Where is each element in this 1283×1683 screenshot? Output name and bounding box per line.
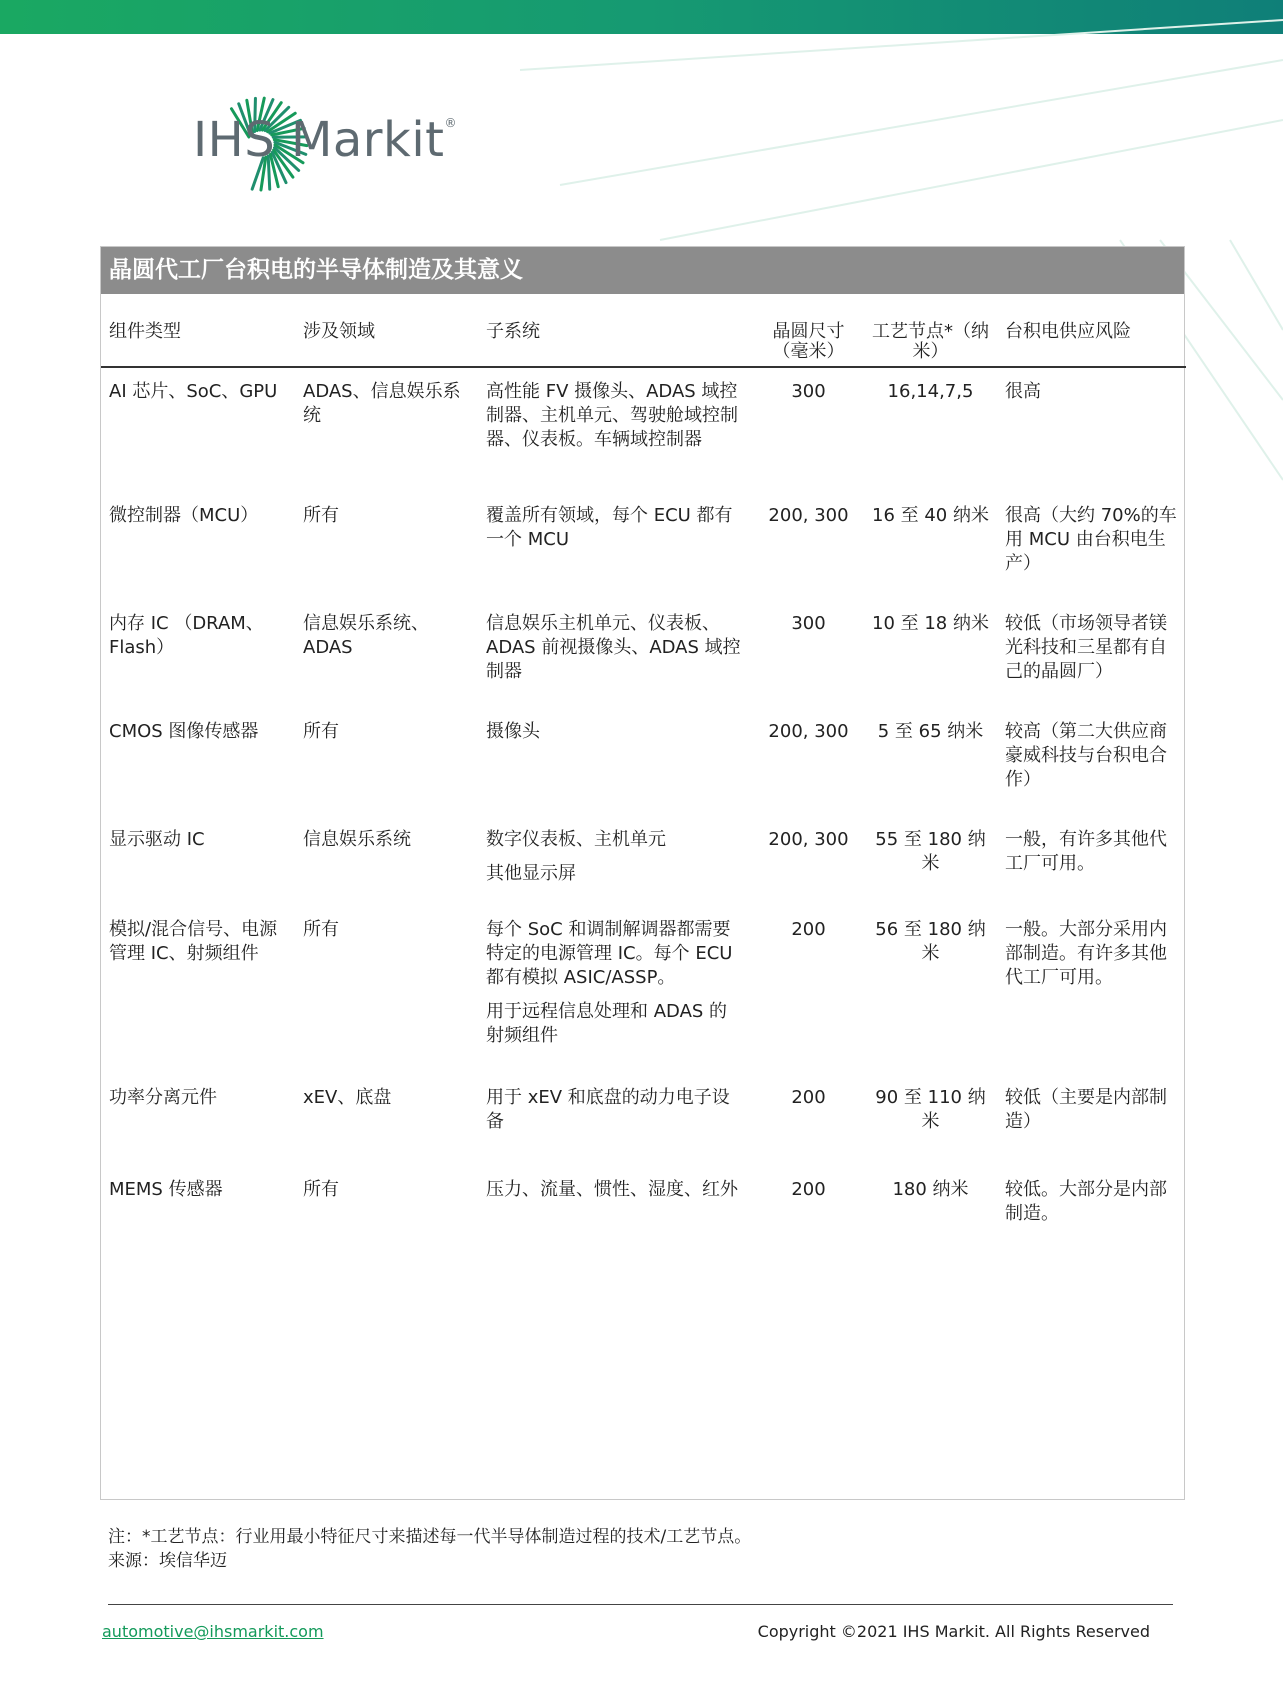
email-link[interactable]: automotive@ihsmarkit.com	[102, 1622, 324, 1641]
table-header-row	[101, 294, 1186, 367]
cell-subsystem	[478, 600, 753, 708]
cell-process-node: 10 至 18 纳米	[872, 613, 989, 634]
cell-process-node: 16 至 40 纳米	[872, 505, 989, 526]
cell-subsystem	[478, 816, 753, 906]
cell-process-node: 16,14,7,5	[887, 381, 974, 402]
cell-component-type: AI 芯片、SoC、GPU	[109, 381, 278, 402]
cell-supply-risk: 较低（主要是内部制造）	[1005, 1087, 1167, 1132]
cell-wafer-size: 200	[791, 919, 826, 940]
notes	[108, 1525, 751, 1573]
cell-wafer-size: 200, 300	[768, 829, 849, 850]
cell-process-node: 55 至 180 纳米	[875, 829, 986, 874]
source-note: 来源：埃信华迈	[108, 1551, 227, 1571]
table-title: 晶圆代工厂台积电的半导体制造及其意义	[101, 247, 1184, 294]
header-supply-risk: 台积电供应风险	[997, 294, 1186, 367]
brand-name: IHS Markit®	[193, 112, 457, 168]
subsystem-text: 其他显示屏	[486, 863, 576, 884]
cell-process-node: 180 纳米	[892, 1179, 969, 1200]
cell-supply-risk: 一般。大部分采用内部制造。有许多其他代工厂可用。	[1005, 919, 1167, 988]
subsystem-text: 每个 SoC 和调制解调器都需要特定的电源管理 IC。每个 ECU 都有模拟 ASIC/ASSP。	[486, 919, 733, 988]
cell-subsystem	[478, 492, 753, 600]
footer-divider	[108, 1604, 1173, 1605]
cell-area: 所有	[303, 721, 339, 742]
cell-subsystem	[478, 1074, 753, 1166]
copyright: Copyright ©2021 IHS Markit. All Rights Reserved	[757, 1622, 1150, 1641]
cell-supply-risk: 较高（第二大供应商豪威科技与台积电合作）	[1005, 721, 1167, 790]
subsystem-text: 高性能 FV 摄像头、ADAS 域控制器、主机单元、驾驶舱域控制器、仪表板。车辆域控制器	[486, 381, 738, 450]
cell-supply-risk: 很高	[1005, 381, 1041, 402]
table-row	[101, 816, 1186, 906]
subsystem-text: 覆盖所有领域，每个 ECU 都有一个 MCU	[486, 505, 733, 550]
header-subsystem: 子系统	[478, 294, 753, 367]
cell-component-type: 模拟/混合信号、电源管理 IC、射频组件	[109, 919, 278, 964]
cell-component-type: MEMS 传感器	[109, 1179, 223, 1200]
subsystem-text: 用于远程信息处理和 ADAS 的射频组件	[486, 1001, 728, 1046]
table-row	[101, 1166, 1186, 1274]
table-row	[101, 906, 1186, 1074]
cell-area: 所有	[303, 505, 339, 526]
cell-wafer-size: 300	[791, 381, 826, 402]
table-row	[101, 367, 1186, 492]
header-process-node: 工艺节点*（纳米）	[864, 294, 997, 367]
subsystem-text: 数字仪表板、主机单元	[486, 829, 666, 850]
table-row	[101, 1074, 1186, 1166]
cell-supply-risk: 一般，有许多其他代工厂可用。	[1005, 829, 1167, 874]
subsystem-text: 用于 xEV 和底盘的动力电子设备	[486, 1087, 730, 1132]
table-row	[101, 708, 1186, 816]
cell-area: ADAS、信息娱乐系统	[303, 381, 461, 426]
semiconductor-table	[101, 294, 1186, 1274]
cell-area: xEV、底盘	[303, 1087, 392, 1108]
table-card	[100, 246, 1185, 1500]
subsystem-text: 摄像头	[486, 721, 540, 742]
cell-process-node: 56 至 180 纳米	[875, 919, 986, 964]
cell-component-type: 显示驱动 IC	[109, 829, 205, 850]
cell-area: 所有	[303, 919, 339, 940]
cell-supply-risk: 较低（市场领导者镁光科技和三星都有自己的晶圆厂）	[1005, 613, 1167, 682]
cell-component-type: 微控制器（MCU）	[109, 505, 259, 526]
header-wafer-size: 晶圆尺寸（毫米）	[753, 294, 864, 367]
cell-wafer-size: 200	[791, 1087, 826, 1108]
cell-wafer-size: 200, 300	[768, 721, 849, 742]
cell-area: 所有	[303, 1179, 339, 1200]
cell-area: 信息娱乐系统	[303, 829, 411, 850]
cell-subsystem	[478, 367, 753, 492]
table-row	[101, 492, 1186, 600]
cell-area: 信息娱乐系统、ADAS	[303, 613, 429, 658]
subsystem-text: 压力、流量、惯性、湿度、红外	[486, 1179, 738, 1200]
cell-supply-risk: 很高（大约 70%的车用 MCU 由台积电生产）	[1005, 505, 1177, 574]
footnote: 注：*工艺节点：行业用最小特征尺寸来描述每一代半导体制造过程的技术/工艺节点。	[108, 1527, 752, 1547]
cell-component-type: 功率分离元件	[109, 1087, 217, 1108]
cell-process-node: 90 至 110 纳米	[875, 1087, 986, 1132]
cell-component-type: 内存 IC （DRAM、Flash）	[109, 613, 264, 658]
cell-wafer-size: 200	[791, 1179, 826, 1200]
subsystem-text: 信息娱乐主机单元、仪表板、ADAS 前视摄像头、ADAS 域控制器	[486, 613, 741, 682]
cell-supply-risk: 较低。大部分是内部制造。	[1005, 1179, 1167, 1224]
cell-wafer-size: 300	[791, 613, 826, 634]
cell-subsystem	[478, 906, 753, 1074]
header-area: 涉及领域	[295, 294, 478, 367]
cell-component-type: CMOS 图像传感器	[109, 721, 259, 742]
header-component-type: 组件类型	[101, 294, 295, 367]
cell-subsystem	[478, 708, 753, 816]
cell-process-node: 5 至 65 纳米	[877, 721, 984, 742]
cell-wafer-size: 200, 300	[768, 505, 849, 526]
cell-subsystem	[478, 1166, 753, 1274]
table-row	[101, 600, 1186, 708]
